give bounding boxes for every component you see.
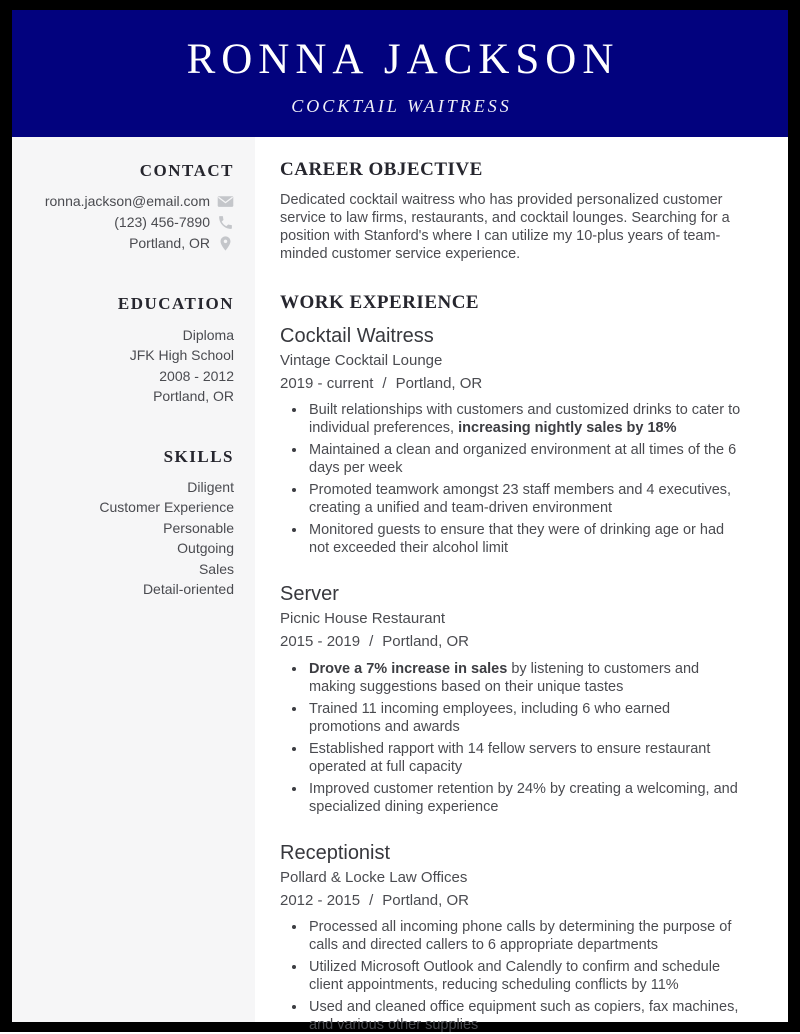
resume-header <box>12 10 788 137</box>
skill-item: Sales <box>198 560 234 577</box>
job-location: Portland, OR <box>395 374 483 392</box>
education-heading: EDUCATION <box>117 294 234 314</box>
job-bullet: • Utilized Microsoft Outlook and Calendly to confirm and schedule client appointments, reducing scheduling conflicts by 11% <box>307 958 742 994</box>
job-title: Receptionist <box>280 841 391 864</box>
skill-item: Personable <box>163 519 234 536</box>
candidate-job-title: COCKTAIL WAITRESS <box>291 96 512 116</box>
job-title: Cocktail Waitress <box>280 324 434 347</box>
skill-item: Detail-oriented <box>142 581 234 598</box>
work-experience-heading: WORK EXPERIENCE <box>280 291 480 313</box>
phone-icon <box>217 214 234 231</box>
resume-body <box>12 137 788 1034</box>
job-location: Portland, OR <box>382 891 469 909</box>
job-company: Picnic House Restaurant <box>280 610 446 628</box>
email-icon <box>217 193 234 210</box>
skill-item: Diligent <box>187 478 234 495</box>
job-title: Server <box>280 583 339 606</box>
career-objective-section <box>280 159 742 263</box>
job-company: Vintage Cocktail Lounge <box>280 351 443 369</box>
date-location-separator: / <box>382 374 387 392</box>
education-section <box>24 293 234 406</box>
job-bullet: • Monitored guests to ensure that they were of drinking age or had not exceeded their alcohol limit <box>307 521 742 557</box>
skills-heading: SKILLS <box>163 446 234 466</box>
job-company: Pollard & Locke Law Offices <box>280 868 468 886</box>
job-bullet-list <box>280 401 742 557</box>
contact-section <box>24 160 234 254</box>
job-dates: 2019 - current <box>280 374 374 392</box>
job-dates: 2015 - 2019 <box>280 633 361 651</box>
work-experience-section <box>280 292 742 1034</box>
job-entry <box>280 582 742 816</box>
job-bullet: • Established rapport with 14 fellow servers to ensure restaurant operated at full capacity <box>307 740 742 776</box>
candidate-name: RONNA JACKSON <box>186 36 620 83</box>
job-entry <box>280 841 742 1034</box>
contact-phone-row <box>24 212 234 233</box>
sidebar <box>12 137 255 1022</box>
skill-item: Outgoing <box>177 540 234 557</box>
date-location-separator: / <box>369 633 374 651</box>
career-objective-text: Dedicated cocktail waitress who has provided personalized customer service to law firms, restaurants, and cocktail lounges. Searching for a position with Stanford's where I can utilize my 10-plus years of team-minded customer service experience. <box>280 191 730 262</box>
education-degree: Diploma <box>182 326 234 343</box>
job-dates-location <box>280 632 742 652</box>
job-bullet: • Trained 11 incoming employees, including 6 who earned promotions and awards <box>307 700 742 736</box>
education-school: JFK High School <box>129 347 234 363</box>
contact-email-row <box>24 191 234 212</box>
contact-phone-value: (123) 456-7890 <box>114 214 210 231</box>
job-location: Portland, OR <box>382 633 469 651</box>
job-bullet: • Promoted teamwork amongst 23 staff members and 4 executives, creating a unified and team-driven environment <box>307 481 742 517</box>
job-bullet: • Drove a 7% increase in sales by listening to customers and making suggestions based on their unique tastes <box>307 660 742 696</box>
contact-location-value: Portland, OR <box>129 235 210 252</box>
skills-section <box>24 446 234 600</box>
education-dates: 2008 - 2012 <box>159 367 234 384</box>
resume-sheet <box>12 10 788 1034</box>
job-bullet: • Maintained a clean and organized environment at all times of the 6 days per week <box>307 441 742 477</box>
job-dates: 2012 - 2015 <box>280 891 361 909</box>
main-column <box>255 137 788 1034</box>
job-bullet: • Improved customer retention by 24% by creating a welcoming, and specialized dining experience <box>307 780 742 816</box>
job-bullet-list <box>280 918 742 1034</box>
job-bullet: • Built relationships with customers and customized drinks to cater to individual preferences, increasing nightly sales by 18% <box>307 401 742 437</box>
contact-location-row <box>24 233 234 254</box>
date-location-separator: / <box>369 891 374 909</box>
education-location: Portland, OR <box>153 388 234 404</box>
job-entry <box>280 324 742 558</box>
job-dates-location <box>280 891 742 911</box>
job-dates-location <box>280 374 742 394</box>
contact-heading: CONTACT <box>139 161 234 180</box>
job-bullet-list <box>280 660 742 816</box>
job-bullet: • Processed all incoming phone calls by determining the purpose of calls and directed callers to 6 appropriate departments <box>307 918 742 954</box>
location-icon <box>217 235 234 252</box>
contact-email-value: ronna.jackson@email.com <box>44 193 210 210</box>
career-objective-heading: CAREER OBJECTIVE <box>280 159 483 180</box>
job-bullet: • Used and cleaned office equipment such as copiers, fax machines, and various other supplies <box>307 998 742 1034</box>
skill-item: Customer Experience <box>99 499 234 516</box>
